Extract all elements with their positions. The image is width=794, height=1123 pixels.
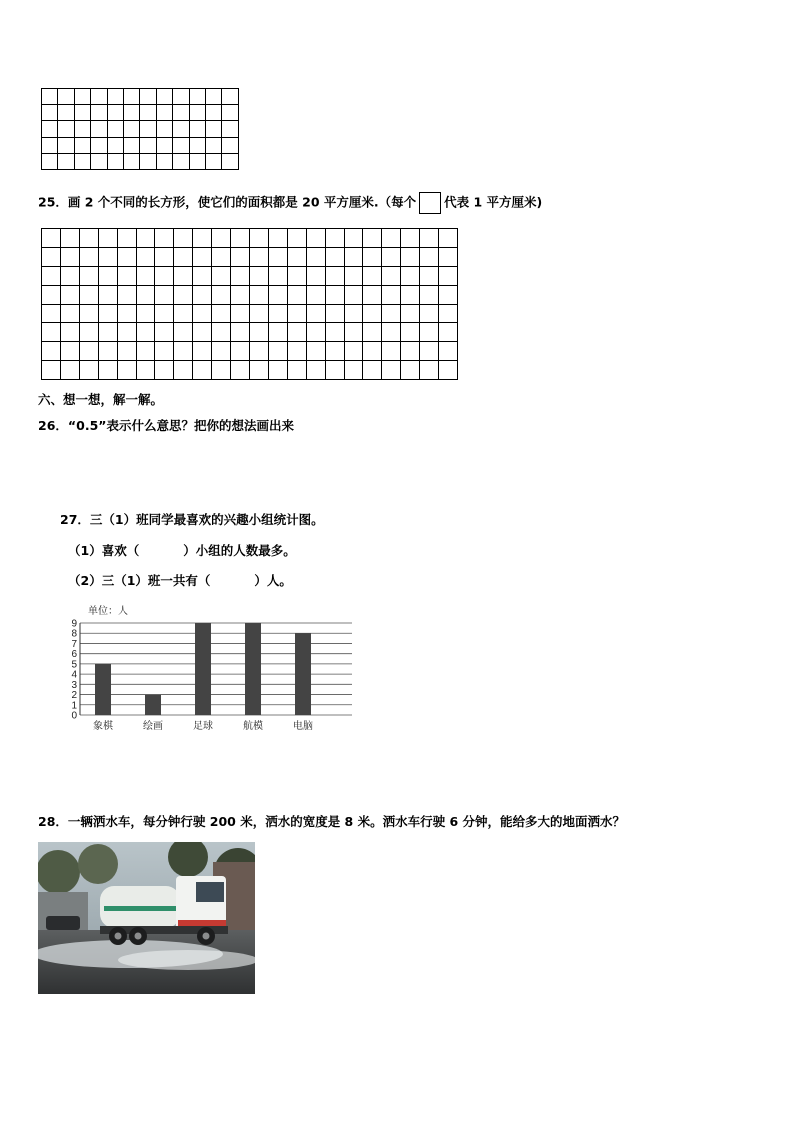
bar <box>295 633 311 715</box>
grid-cell <box>155 229 174 248</box>
grid-cell <box>58 121 74 137</box>
grid-cell <box>401 304 420 323</box>
bar <box>245 623 261 715</box>
x-tick-label: 象棋 <box>93 721 113 732</box>
grid-cell <box>140 153 156 169</box>
grid-cell <box>140 105 156 121</box>
grid-cell <box>79 247 98 266</box>
grid-cell <box>212 266 231 285</box>
grid-cell <box>401 342 420 361</box>
grid-row <box>42 229 458 248</box>
grid-cell <box>140 89 156 105</box>
grid-cell <box>42 323 61 342</box>
grid-cell <box>212 229 231 248</box>
y-tick-label: 9 <box>71 618 77 630</box>
grid-cell <box>420 323 439 342</box>
grid-cell <box>231 266 250 285</box>
grid-cell <box>306 229 325 248</box>
grid-cell <box>363 361 382 380</box>
grid-cell <box>79 285 98 304</box>
grid-row <box>42 266 458 285</box>
grid-cell <box>79 266 98 285</box>
grid-cell <box>306 247 325 266</box>
grid-row <box>42 153 239 169</box>
grid-cell <box>189 105 205 121</box>
grid-cell <box>58 89 74 105</box>
grid-cell <box>231 247 250 266</box>
grid-cell <box>98 361 117 380</box>
grid-cell <box>401 247 420 266</box>
question-28 <box>38 812 625 830</box>
grid-cell <box>124 121 140 137</box>
grid-cell <box>155 285 174 304</box>
grid-cell <box>193 361 212 380</box>
grid-cell <box>268 361 287 380</box>
grid-cell <box>155 266 174 285</box>
grid-cell <box>306 342 325 361</box>
grid-cell <box>268 304 287 323</box>
grid-cell <box>136 361 155 380</box>
grid-cell <box>325 361 344 380</box>
grid-cell <box>206 105 222 121</box>
grid-cell <box>174 285 193 304</box>
grid-cell <box>173 121 189 137</box>
grid-cell <box>231 304 250 323</box>
grid-cell <box>439 229 458 248</box>
drawing-grid[interactable] <box>41 228 458 380</box>
grid-cell <box>325 229 344 248</box>
grid-cell <box>439 361 458 380</box>
grid-cell <box>193 323 212 342</box>
grid-cell <box>420 361 439 380</box>
grid-cell <box>382 304 401 323</box>
grid-cell <box>42 285 61 304</box>
grid-cell <box>325 342 344 361</box>
grid-row <box>42 304 458 323</box>
grid-cell <box>74 121 90 137</box>
grid-cell <box>74 89 90 105</box>
grid-cell <box>136 229 155 248</box>
grid-row <box>42 105 239 121</box>
grid-cell <box>58 153 74 169</box>
grid-cell <box>42 121 58 137</box>
grid-cell <box>287 247 306 266</box>
grid-cell <box>382 361 401 380</box>
grid-cell <box>117 266 136 285</box>
grid-cell <box>401 266 420 285</box>
grid-cell <box>206 89 222 105</box>
grid-cell <box>42 105 58 121</box>
grid-cell <box>91 121 107 137</box>
grid-cell <box>60 247 79 266</box>
unit-square-icon <box>419 192 441 214</box>
grid-cell <box>107 105 123 121</box>
grid-cell <box>173 153 189 169</box>
grid-cell <box>193 229 212 248</box>
grid-cell <box>420 266 439 285</box>
grid-cell <box>79 323 98 342</box>
grid-cell <box>363 247 382 266</box>
grid-cell <box>268 247 287 266</box>
grid-cell <box>363 229 382 248</box>
grid-row <box>42 121 239 137</box>
grid-cell <box>325 247 344 266</box>
grid-cell <box>155 247 174 266</box>
grid-cell <box>124 105 140 121</box>
grid-cell <box>420 229 439 248</box>
sprinkler-truck-photo <box>38 842 255 994</box>
grid-cell <box>42 266 61 285</box>
y-tick-label: 5 <box>71 659 77 671</box>
grid-cell <box>174 247 193 266</box>
grid-cell <box>268 323 287 342</box>
grid-cell <box>58 137 74 153</box>
y-tick-label: 2 <box>71 690 77 702</box>
question-number: 28． <box>38 814 68 829</box>
grid-cell <box>174 342 193 361</box>
grid-cell <box>439 285 458 304</box>
grid-cell <box>117 247 136 266</box>
grid-cell <box>306 361 325 380</box>
grid-cell <box>306 323 325 342</box>
grid-cell <box>420 342 439 361</box>
section-title: 六、想一想，解一解。 <box>38 392 164 407</box>
grid-cell <box>249 229 268 248</box>
grid-cell <box>325 323 344 342</box>
grid-cell <box>42 361 61 380</box>
grid-cell <box>420 285 439 304</box>
grid-cell <box>79 342 98 361</box>
grid-cell <box>174 323 193 342</box>
grid-cell <box>74 153 90 169</box>
bar <box>145 695 161 715</box>
grid-cell <box>401 361 420 380</box>
grid-cell <box>344 323 363 342</box>
grid-cell <box>107 137 123 153</box>
grid-cell <box>401 285 420 304</box>
grid-cell <box>60 285 79 304</box>
chart-unit-label: 单位：人 <box>88 606 128 617</box>
grid-cell <box>74 137 90 153</box>
grid-cell <box>60 229 79 248</box>
grid-cell <box>222 121 239 137</box>
y-tick-label: 1 <box>71 700 77 712</box>
grid-row <box>42 361 458 380</box>
grid-cell <box>212 342 231 361</box>
grid-cell <box>249 361 268 380</box>
grid-cell <box>287 361 306 380</box>
grid-cell <box>98 285 117 304</box>
grid-cell <box>193 266 212 285</box>
grid-cell <box>268 285 287 304</box>
grid-cell <box>98 266 117 285</box>
grid-cell <box>363 304 382 323</box>
grid-cell <box>91 89 107 105</box>
grid-cell <box>287 323 306 342</box>
grid-cell <box>42 153 58 169</box>
grid-cell <box>155 304 174 323</box>
question-text: “0.5”表示什么意思？把你的想法画出来 <box>67 418 294 433</box>
grid-cell <box>42 247 61 266</box>
grid-cell <box>249 247 268 266</box>
grid-cell <box>98 304 117 323</box>
grid-cell <box>206 137 222 153</box>
grid-cell <box>344 266 363 285</box>
grid-cell <box>382 323 401 342</box>
grid-cell <box>140 137 156 153</box>
grid-cell <box>193 247 212 266</box>
grid-cell <box>382 229 401 248</box>
question-27-part-2 <box>68 571 292 589</box>
grid-cell <box>173 105 189 121</box>
grid-row <box>42 342 458 361</box>
grid-cell <box>42 229 61 248</box>
grid-cell <box>249 285 268 304</box>
grid-cell <box>156 153 172 169</box>
part-2-text-end: ）人。 <box>254 573 292 588</box>
grid-cell <box>222 137 239 153</box>
grid-cell <box>206 153 222 169</box>
grid-cell <box>117 285 136 304</box>
grid-cell <box>60 304 79 323</box>
grid-row <box>42 247 458 266</box>
y-tick-label: 8 <box>71 628 77 640</box>
grid-cell <box>212 323 231 342</box>
y-tick-label: 4 <box>71 669 77 681</box>
question-text-suffix: 代表 1 平方厘米) <box>444 194 543 210</box>
grid-row <box>42 89 239 105</box>
grid-row <box>42 137 239 153</box>
grid-cell <box>136 323 155 342</box>
grid-cell <box>382 285 401 304</box>
question-text: 画 2 个不同的长方形，使它们的面积都是 20 平方厘米.（每个 <box>67 194 417 210</box>
grid-cell <box>287 266 306 285</box>
grid-cell <box>231 229 250 248</box>
grid-cell <box>107 153 123 169</box>
bar <box>195 623 211 715</box>
grid-cell <box>344 285 363 304</box>
grid-cell <box>174 266 193 285</box>
grid-cell <box>231 361 250 380</box>
grid-cell <box>212 247 231 266</box>
grid-cell <box>193 342 212 361</box>
grid-cell <box>136 342 155 361</box>
grid-cell <box>287 285 306 304</box>
grid-cell <box>268 229 287 248</box>
grid-cell <box>107 121 123 137</box>
question-number: 27． <box>60 512 90 527</box>
grid-cell <box>60 342 79 361</box>
grid-cell <box>306 285 325 304</box>
y-tick-label: 7 <box>71 638 77 650</box>
grid-cell <box>287 304 306 323</box>
bar <box>95 664 111 715</box>
x-tick-label: 电脑 <box>293 721 313 732</box>
grid-cell <box>124 137 140 153</box>
grid-cell <box>79 361 98 380</box>
grid-cell <box>268 342 287 361</box>
grid-cell <box>155 361 174 380</box>
grid-cell <box>363 285 382 304</box>
grid-cell <box>156 121 172 137</box>
grid-cell <box>344 247 363 266</box>
grid-cell <box>363 323 382 342</box>
grid-cell <box>189 137 205 153</box>
grid-cell <box>156 137 172 153</box>
grid-cell <box>42 137 58 153</box>
grid-cell <box>58 105 74 121</box>
grid-cell <box>155 342 174 361</box>
grid-cell <box>382 342 401 361</box>
grid-cell <box>140 121 156 137</box>
grid-cell <box>401 323 420 342</box>
grid-cell <box>117 229 136 248</box>
grid-cell <box>156 105 172 121</box>
grid-cell <box>173 137 189 153</box>
grid-cell <box>60 323 79 342</box>
grid-cell <box>325 285 344 304</box>
grid-cell <box>193 285 212 304</box>
grid-cell <box>401 229 420 248</box>
grid-cell <box>156 89 172 105</box>
x-tick-label: 足球 <box>193 721 213 732</box>
grid-cell <box>136 304 155 323</box>
grid-cell <box>60 361 79 380</box>
y-tick-label: 3 <box>71 679 77 691</box>
x-tick-label: 航模 <box>243 721 263 732</box>
grid-row <box>42 323 458 342</box>
grid-cell <box>306 266 325 285</box>
grid-cell <box>174 361 193 380</box>
question-text: 三（1）班同学最喜欢的兴趣小组统计图。 <box>89 512 324 527</box>
grid-cell <box>42 342 61 361</box>
grid-cell <box>344 361 363 380</box>
grid-cell <box>363 342 382 361</box>
grid-cell <box>249 266 268 285</box>
grid-cell <box>344 342 363 361</box>
grid-cell <box>249 342 268 361</box>
grid-cell <box>155 323 174 342</box>
grid-cell <box>363 266 382 285</box>
grid-cell <box>344 304 363 323</box>
grid-cell <box>98 247 117 266</box>
grid-cell <box>79 229 98 248</box>
grid-cell <box>212 304 231 323</box>
grid-cell <box>117 361 136 380</box>
grid-cell <box>306 304 325 323</box>
grid-cell <box>420 304 439 323</box>
grid-cell <box>117 304 136 323</box>
grid-cell <box>91 153 107 169</box>
grid-cell <box>174 304 193 323</box>
grid-cell <box>136 266 155 285</box>
grid-cell <box>74 105 90 121</box>
question-27-part-1 <box>68 541 296 559</box>
bar-chart <box>60 600 360 740</box>
grid-cell <box>136 285 155 304</box>
grid-cell <box>173 89 189 105</box>
grid-cell <box>91 137 107 153</box>
grid-cell <box>287 229 306 248</box>
grid-cell <box>79 304 98 323</box>
question-27 <box>60 510 324 528</box>
y-tick-label: 0 <box>71 710 77 722</box>
question-number: 26． <box>38 418 68 433</box>
grid-cell <box>382 266 401 285</box>
grid-cell <box>189 89 205 105</box>
question-number: 25． <box>38 194 68 210</box>
grid-cell <box>98 323 117 342</box>
question-25 <box>38 192 542 214</box>
grid-cell <box>268 266 287 285</box>
grid-cell <box>439 247 458 266</box>
question-text: 一辆洒水车，每分钟行驶 200 米，洒水的宽度是 8 米。洒水车行驶 6 分钟，能给多大的地面洒水？ <box>67 814 626 829</box>
grid-cell <box>439 342 458 361</box>
part-2-text: （2）三（1）班一共有（ <box>68 573 211 588</box>
grid-cell <box>42 89 58 105</box>
grid-cell <box>98 229 117 248</box>
grid-cell <box>287 342 306 361</box>
y-tick-label: 6 <box>71 649 77 661</box>
grid-cell <box>189 153 205 169</box>
grid-cell <box>91 105 107 121</box>
grid-cell <box>42 304 61 323</box>
grid-cell <box>439 323 458 342</box>
grid-cell <box>439 304 458 323</box>
grid-cell <box>136 247 155 266</box>
grid-cell <box>206 121 222 137</box>
grid-cell <box>439 266 458 285</box>
grid-cell <box>325 266 344 285</box>
grid-cell <box>117 342 136 361</box>
grid-cell <box>222 153 239 169</box>
grid-cell <box>212 361 231 380</box>
grid-cell <box>193 304 212 323</box>
grid-cell <box>231 342 250 361</box>
grid-cell <box>124 153 140 169</box>
grid-cell <box>222 89 239 105</box>
part-1-text: （1）喜欢（ <box>68 543 140 558</box>
grid-cell <box>420 247 439 266</box>
grid-cell <box>174 229 193 248</box>
grid-cell <box>231 285 250 304</box>
grid-cell <box>344 229 363 248</box>
part-1-text-end: ）小组的人数最多。 <box>183 543 296 558</box>
grid-row <box>42 285 458 304</box>
grid-cell <box>382 247 401 266</box>
grid-cell <box>98 342 117 361</box>
grid-cell <box>107 89 123 105</box>
grid-cell <box>117 323 136 342</box>
grid-cell <box>325 304 344 323</box>
question-26 <box>38 416 294 434</box>
grid-cell <box>231 323 250 342</box>
top-grid <box>41 88 239 170</box>
grid-cell <box>222 105 239 121</box>
grid-cell <box>124 89 140 105</box>
grid-cell <box>249 304 268 323</box>
x-tick-label: 绘画 <box>143 721 163 732</box>
grid-cell <box>212 285 231 304</box>
grid-cell <box>189 121 205 137</box>
grid-cell <box>60 266 79 285</box>
grid-cell <box>249 323 268 342</box>
